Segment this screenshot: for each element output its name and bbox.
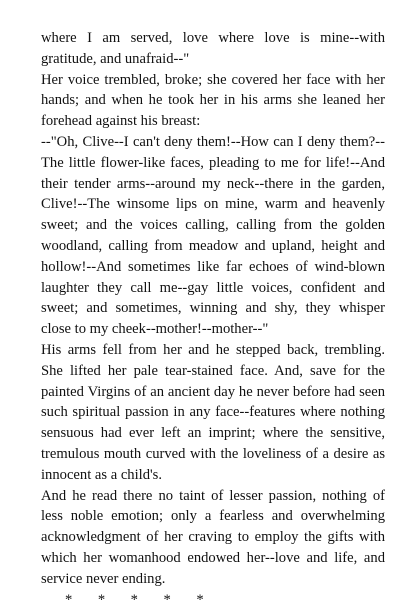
paragraph: Her voice trembled, broke; she covered her face with her hands; and when he took her in his arms she leaned her forehead against his breast: xyxy=(41,71,385,130)
paragraph: And he read there no taint of lesser passion, nothing of less noble emotion; only a fearless and overwhelming acknowledgment of her craving to employ the gifts with which her womanhood endowed her--love and life, and service never ending. xyxy=(41,487,385,587)
paragraph: --"Oh, Clive--I can't deny them!--How can I deny them?--The little flower-like faces, pleading to me for life!--And their tender arms--around my neck--there in the garden, Clive!--The winsome lips on mine, warm and heavenly sweet; and the voices calling, calling from the golden woodland, calling from meadow and upland, height and hollow!--And sometimes like far echoes of wind-blown laughter they call me--gay little voices, confident and sweet; and sometimes, winning and shy, they whisper close to my cheek--mother!--mother--" xyxy=(41,133,385,338)
paragraph: where I am served, love where love is mine--with gratitude, and unafraid--" xyxy=(41,30,385,67)
section-break: * * * * * xyxy=(65,591,204,608)
book-page xyxy=(41,28,385,610)
paragraph: His arms fell from her and he stepped back, trembling. She lifted her pale tear-stained face. And, save for the painted Virgins of an ancient day he never before had seen such spiritual passion in any face--features where nothing sensuous had ever left an imprint; where the sensitive, tremulous mouth curved with the loveliness of a desire as innocent as a child's. xyxy=(41,341,385,483)
